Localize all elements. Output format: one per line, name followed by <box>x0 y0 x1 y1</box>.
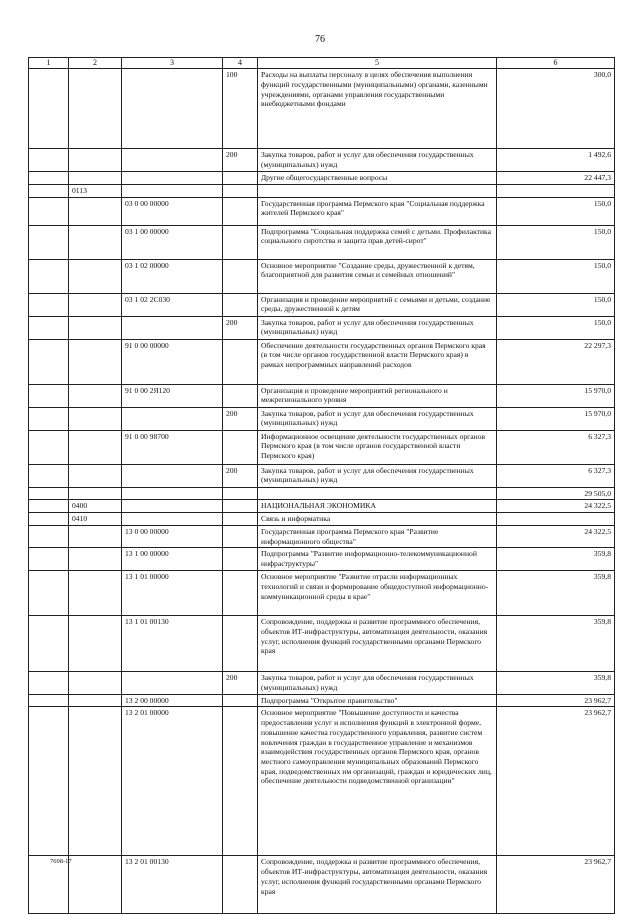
target-article-cell: 03 0 00 00000 <box>122 197 223 225</box>
description-cell: Государственная программа Пермского края "Социальная поддержка жителей Пермского края" <box>258 197 497 225</box>
target-article-cell <box>122 513 223 526</box>
target-article-cell <box>122 149 223 172</box>
column-header: 5 <box>258 58 497 69</box>
table-row <box>29 149 615 172</box>
amount-cell: 150,0 <box>497 293 615 316</box>
target-article-cell: 13 1 01 00000 <box>122 571 223 616</box>
page-number: 76 <box>315 34 325 45</box>
expense-type-cell <box>223 694 258 707</box>
description-cell: Закупка товаров, работ и услуг для обеспечения государственных (муниципальных) нужд <box>258 316 497 339</box>
description-cell: Сопровождение, поддержка и развитие программного обеспечения, объектов ИТ-инфраструктуры, автоматизация деятельности, оказания услуг, исполнения функций государственными органами Пермского края <box>258 616 497 672</box>
section-cell <box>29 707 69 856</box>
table-row <box>29 293 615 316</box>
amount-cell: 22 447,3 <box>497 172 615 185</box>
target-article-cell: 91 0 00 00000 <box>122 339 223 384</box>
amount-cell: 150,0 <box>497 259 615 293</box>
expense-type-cell <box>223 513 258 526</box>
amount-cell: 359,8 <box>497 571 615 616</box>
table-row <box>29 571 615 616</box>
table-row <box>29 407 615 430</box>
table-row <box>29 694 615 707</box>
target-article-cell <box>122 672 223 694</box>
target-article-cell <box>122 69 223 149</box>
subsection-cell <box>69 672 122 694</box>
column-header: 6 <box>497 58 615 69</box>
expense-type-cell <box>223 225 258 259</box>
subsection-cell: 0113 <box>69 184 122 197</box>
target-article-cell: 03 1 00 00000 <box>122 225 223 259</box>
amount-cell: 24 322,5 <box>497 525 615 547</box>
description-cell: Обеспечение деятельности государственных органов Пермского края (в том числе органов государственной власти Пермского края) в рамках непрограммных направлений расходов <box>258 339 497 384</box>
description-cell: Сопровождение, поддержка и развитие программного обеспечения, объектов ИТ-инфраструктуры, автоматизация деятельности, оказания услуг, исполнения функций государственными органами Пермского края <box>258 856 497 914</box>
target-article-cell: 13 2 01 00000 <box>122 707 223 856</box>
table-row <box>29 197 615 225</box>
column-header: 3 <box>122 58 223 69</box>
expense-type-cell: 200 <box>223 149 258 172</box>
subsection-cell <box>69 259 122 293</box>
amount-cell: 359,8 <box>497 548 615 571</box>
description-cell: Расходы на выплаты персоналу в целях обеспечения выполнения функций государственными (муниципальными) органами, казенными учреждениями, органами управления государственными внебюджетными фондами <box>258 69 497 149</box>
expense-type-cell: 200 <box>223 407 258 430</box>
section-cell <box>29 464 69 487</box>
table-row <box>29 525 615 547</box>
expense-type-cell <box>223 197 258 225</box>
amount-cell <box>497 184 615 197</box>
amount-cell: 6 327,3 <box>497 430 615 464</box>
section-cell <box>29 293 69 316</box>
amount-cell: 300,0 <box>497 69 615 149</box>
description-cell: Государственная программа Пермского края "Развитие информационного общества" <box>258 525 497 547</box>
section-cell <box>29 616 69 672</box>
target-article-cell <box>122 316 223 339</box>
target-article-cell <box>122 407 223 430</box>
section-cell <box>29 384 69 407</box>
amount-cell: 150,0 <box>497 225 615 259</box>
description-cell: НАЦИОНАЛЬНАЯ ЭКОНОМИКА <box>258 500 497 513</box>
section-cell <box>29 548 69 571</box>
footer-code: 7698-17 <box>50 858 72 865</box>
section-cell <box>29 316 69 339</box>
section-cell <box>29 172 69 185</box>
amount-cell: 23 962,7 <box>497 694 615 707</box>
section-cell <box>29 694 69 707</box>
section-cell <box>29 672 69 694</box>
table-row <box>29 69 615 149</box>
budget-table <box>28 57 615 914</box>
target-article-cell: 13 0 00 00000 <box>122 525 223 547</box>
description-cell: Организация и проведение мероприятий регионального и межрегионального уровня <box>258 384 497 407</box>
column-header: 1 <box>29 58 69 69</box>
table-row <box>29 672 615 694</box>
section-cell <box>29 225 69 259</box>
target-article-cell <box>122 464 223 487</box>
subsection-cell <box>69 707 122 856</box>
expense-type-cell <box>223 172 258 185</box>
subsection-cell <box>69 149 122 172</box>
column-number-row <box>29 58 615 69</box>
amount-cell: 150,0 <box>497 316 615 339</box>
description-cell: Основное мероприятие "Повышение доступности и качества предоставления услуг и исполнения функций в электронной форме, повышение качества государственного управления, развитие систем вовлечения граждан в государственное управление и механизмов взаимодействия государственных органов Пермского края, органов местного самоуправления муниципальных образований Пермского края, подведомственных им организаций, граждан и юридических лиц, обеспечение деятельности подведомственной организации" <box>258 707 497 856</box>
subsection-cell <box>69 487 122 500</box>
target-article-cell <box>122 172 223 185</box>
description-cell: Подпрограмма "Открытое правительство" <box>258 694 497 707</box>
subsection-cell <box>69 197 122 225</box>
subsection-cell <box>69 407 122 430</box>
table-row <box>29 184 615 197</box>
subsection-cell <box>69 694 122 707</box>
table-row <box>29 339 615 384</box>
section-cell <box>29 500 69 513</box>
subsection-cell <box>69 525 122 547</box>
expense-type-cell <box>223 856 258 914</box>
table-row <box>29 487 615 500</box>
section-cell <box>29 339 69 384</box>
amount-cell: 150,0 <box>497 197 615 225</box>
expense-type-cell <box>223 571 258 616</box>
description-cell: Связь и информатика <box>258 513 497 526</box>
description-cell <box>258 184 497 197</box>
subsection-cell <box>69 225 122 259</box>
section-cell <box>29 407 69 430</box>
column-header: 4 <box>223 58 258 69</box>
subsection-cell <box>69 548 122 571</box>
amount-cell: 15 970,0 <box>497 407 615 430</box>
table-row <box>29 316 615 339</box>
amount-cell: 359,8 <box>497 616 615 672</box>
table-row <box>29 259 615 293</box>
description-cell: Закупка товаров, работ и услуг для обеспечения государственных (муниципальных) нужд <box>258 464 497 487</box>
expense-type-cell <box>223 525 258 547</box>
expense-type-cell <box>223 500 258 513</box>
subsection-cell <box>69 293 122 316</box>
target-article-cell: 03 1 02 00000 <box>122 259 223 293</box>
amount-cell: 23 962,7 <box>497 707 615 856</box>
expense-type-cell: 200 <box>223 316 258 339</box>
expense-type-cell <box>223 339 258 384</box>
target-article-cell <box>122 500 223 513</box>
amount-cell: 23 962,7 <box>497 856 615 914</box>
description-cell: Закупка товаров, работ и услуг для обеспечения государственных (муниципальных) нужд <box>258 672 497 694</box>
target-article-cell: 13 1 00 00000 <box>122 548 223 571</box>
section-cell <box>29 487 69 500</box>
expense-type-cell <box>223 707 258 856</box>
amount-cell: 359,8 <box>497 672 615 694</box>
subsection-cell <box>69 69 122 149</box>
subsection-cell <box>69 856 122 914</box>
subsection-cell <box>69 384 122 407</box>
expense-type-cell <box>223 184 258 197</box>
amount-cell: 1 492,6 <box>497 149 615 172</box>
section-cell <box>29 69 69 149</box>
table-row <box>29 856 615 914</box>
description-cell: Информационное освещение деятельности государственных органов Пермского края (в том числе органов государственной власти Пермского края) <box>258 430 497 464</box>
description-cell: Подпрограмма "Социальная поддержка семей с детьми. Профилактика социального сиротства и защита прав детей-сирот" <box>258 225 497 259</box>
subsection-cell <box>69 316 122 339</box>
subsection-cell: 0400 <box>69 500 122 513</box>
section-cell <box>29 525 69 547</box>
table-row <box>29 172 615 185</box>
description-cell: Организация и проведение мероприятий с семьями и детьми, создание среды, дружественной к детям <box>258 293 497 316</box>
expense-type-cell <box>223 384 258 407</box>
description-cell: Закупка товаров, работ и услуг для обеспечения государственных (муниципальных) нужд <box>258 407 497 430</box>
description-cell: Основное мероприятие "Создание среды, дружественной к детям, благоприятной для развития семьи и семейных отношений" <box>258 259 497 293</box>
expense-type-cell <box>223 548 258 571</box>
table-row <box>29 500 615 513</box>
subsection-cell <box>69 172 122 185</box>
description-cell: Закупка товаров, работ и услуг для обеспечения государственных (муниципальных) нужд <box>258 149 497 172</box>
expense-type-cell <box>223 616 258 672</box>
section-cell <box>29 513 69 526</box>
subsection-cell <box>69 339 122 384</box>
table-row <box>29 430 615 464</box>
description-cell: Основное мероприятие "Развитие отрасли информационных технологий и связи и формирование общедоступной информационно-коммуникационной среды в крае" <box>258 571 497 616</box>
expense-type-cell <box>223 259 258 293</box>
amount-cell: 15 970,0 <box>497 384 615 407</box>
amount-cell: 24 322,5 <box>497 500 615 513</box>
subsection-cell <box>69 430 122 464</box>
table-row <box>29 384 615 407</box>
subsection-cell <box>69 616 122 672</box>
subsection-cell <box>69 571 122 616</box>
amount-cell: 6 327,3 <box>497 464 615 487</box>
description-cell: Подпрограмма "Развитие информационно-телекоммуникационной инфраструктуры" <box>258 548 497 571</box>
target-article-cell: 91 0 00 98700 <box>122 430 223 464</box>
table-row <box>29 707 615 856</box>
table-row <box>29 513 615 526</box>
column-header: 2 <box>69 58 122 69</box>
table-row <box>29 225 615 259</box>
subsection-cell: 0410 <box>69 513 122 526</box>
amount-cell: 29 505,0 <box>497 487 615 500</box>
expense-type-cell <box>223 487 258 500</box>
subsection-cell <box>69 464 122 487</box>
table-row <box>29 464 615 487</box>
table-row <box>29 616 615 672</box>
section-cell <box>29 149 69 172</box>
target-article-cell: 13 2 01 00130 <box>122 856 223 914</box>
section-cell <box>29 184 69 197</box>
target-article-cell: 13 1 01 00130 <box>122 616 223 672</box>
amount-cell: 22 297,3 <box>497 339 615 384</box>
table-row <box>29 548 615 571</box>
description-cell: Другие общегосударственные вопросы <box>258 172 497 185</box>
expense-type-cell <box>223 430 258 464</box>
amount-cell <box>497 513 615 526</box>
expense-type-cell: 100 <box>223 69 258 149</box>
expense-type-cell: 200 <box>223 672 258 694</box>
description-cell <box>258 487 497 500</box>
target-article-cell: 03 1 02 2С030 <box>122 293 223 316</box>
target-article-cell <box>122 184 223 197</box>
target-article-cell: 13 2 00 00000 <box>122 694 223 707</box>
section-cell <box>29 259 69 293</box>
section-cell <box>29 430 69 464</box>
section-cell <box>29 571 69 616</box>
target-article-cell <box>122 487 223 500</box>
expense-type-cell: 200 <box>223 464 258 487</box>
expense-type-cell <box>223 293 258 316</box>
section-cell <box>29 197 69 225</box>
target-article-cell: 91 0 00 2Я120 <box>122 384 223 407</box>
